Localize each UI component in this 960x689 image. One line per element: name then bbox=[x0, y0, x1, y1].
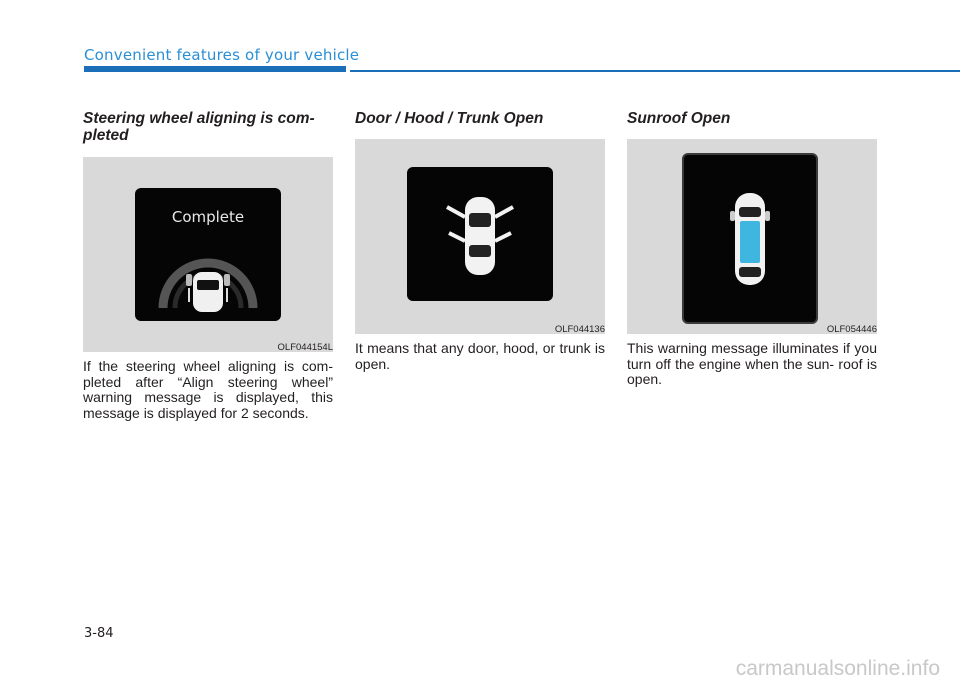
section-title: Convenient features of your vehicle bbox=[84, 46, 360, 64]
car-doors-open-icon bbox=[407, 167, 553, 301]
section-steering-aligning bbox=[83, 110, 333, 144]
figure-door-open bbox=[355, 139, 605, 334]
section-heading: Door / Hood / Trunk Open bbox=[355, 110, 544, 127]
complete-text: Complete bbox=[171, 208, 245, 226]
display-screen bbox=[682, 153, 818, 324]
figure-code: OLF044136 bbox=[554, 324, 605, 335]
header-accent-bar bbox=[84, 66, 346, 72]
section-heading: Sunroof Open bbox=[627, 110, 731, 127]
figure-code: OLF044154L bbox=[277, 342, 333, 353]
display-screen bbox=[135, 188, 281, 321]
figure-sunroof-open bbox=[627, 139, 877, 334]
steering-car-icon bbox=[135, 188, 281, 321]
section-body: This warning message illuminates if you turn off the engine when the sun- roof is open. bbox=[627, 340, 877, 387]
header-rule bbox=[350, 70, 960, 72]
watermark: carmanualsonline.info bbox=[735, 657, 940, 680]
figure-code: OLF054446 bbox=[826, 324, 877, 335]
car-sunroof-icon bbox=[684, 155, 816, 322]
section-body: If the steering wheel aligning is com- pleted after “Align steering wheel” warning message is displayed, this message is displayed for 2 seconds. bbox=[83, 358, 333, 421]
figure-steering-complete bbox=[83, 157, 333, 352]
section-body: It means that any door, hood, or trunk is open. bbox=[355, 340, 605, 372]
section-heading: Steering wheel aligning is com- pleted bbox=[83, 110, 315, 144]
page-number: 3-84 bbox=[84, 626, 114, 641]
section-sunroof-open bbox=[627, 110, 877, 127]
section-door-open bbox=[355, 110, 605, 127]
display-screen bbox=[407, 167, 553, 301]
